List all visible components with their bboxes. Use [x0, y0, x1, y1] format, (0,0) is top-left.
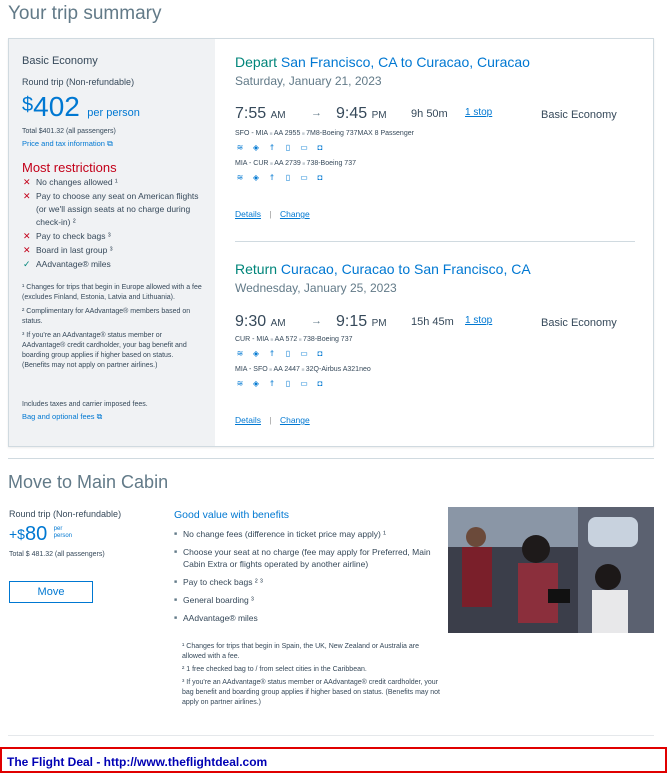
benefit-text: No change fees (difference in ticket price may apply) ¹ — [183, 529, 386, 539]
duration-hours: 15h — [411, 316, 430, 328]
flight-segment — [235, 160, 635, 182]
per-text: per — [53, 526, 63, 532]
segment-aircraft: 738-Boeing 737 — [303, 336, 353, 343]
segment-flight: AA 2447 — [273, 366, 300, 373]
segment-info — [235, 366, 635, 373]
flight-divider — [235, 241, 635, 242]
x-icon: ✕ — [23, 177, 31, 187]
entertainment-icon[interactable]: ◈ — [252, 379, 260, 388]
return-times — [235, 313, 635, 333]
upgrade-price — [9, 523, 72, 546]
depart-arr-time — [336, 105, 387, 123]
bullet-icon: ■ — [174, 579, 178, 585]
benefit-item — [174, 528, 442, 540]
duration-hours: 9h — [411, 108, 424, 120]
bullet-icon: ■ — [174, 549, 178, 555]
arr-time-value: 9:45 — [336, 105, 368, 122]
price-tax-link[interactable] — [22, 139, 113, 149]
footnote: ² 1 free checked bag to / from select cities in the Caribbean. — [182, 666, 367, 673]
separator-dot: ■ — [268, 337, 275, 343]
upgrade-footnotes — [182, 642, 444, 711]
return-date: Wednesday, January 25, 2023 — [235, 281, 397, 295]
benefit-text: AAdvantage® miles — [183, 613, 258, 623]
restriction-item — [22, 176, 207, 189]
depart-cabin: Basic Economy — [541, 109, 617, 121]
cabin-photo — [448, 507, 654, 633]
restriction-text: Board in last group ³ — [36, 245, 113, 255]
benefit-item — [174, 612, 442, 624]
app-icon[interactable]: ◘ — [317, 173, 323, 182]
segment-info — [235, 130, 635, 137]
x-icon: ✕ — [23, 245, 31, 255]
entertainment-icon[interactable]: ◈ — [252, 143, 260, 152]
segment-info — [235, 336, 635, 343]
restriction-item — [22, 244, 207, 257]
dep-ampm: AM — [270, 110, 286, 121]
power-icon[interactable]: ϯ — [270, 379, 274, 388]
footnote: ¹ Changes for trips that begin in Europe allowed with a fee (excludes Finland, Estonia, Latvia and Lithuania). — [22, 284, 202, 301]
return-label: Return — [235, 261, 278, 277]
depart-route: San Francisco, CA to Curacao, Curacao — [280, 54, 530, 70]
segment-route: CUR - MIA — [235, 336, 269, 343]
upgrade-total: Total $ 481.32 (all passengers) — [9, 551, 105, 558]
depart-details-link[interactable]: Details — [235, 209, 261, 219]
dep-time-value: 7:55 — [235, 105, 267, 122]
benefit-text: Pay to check bags ² ³ — [183, 577, 263, 587]
segment-flight: AA 572 — [274, 336, 298, 343]
upgrade-price-value: 80 — [24, 523, 48, 545]
tv-icon[interactable]: ▭ — [300, 173, 308, 182]
bullet-icon: ■ — [174, 531, 178, 537]
benefits-list — [174, 528, 442, 630]
dep-ampm: AM — [270, 318, 286, 329]
power-icon[interactable]: ϯ — [270, 349, 274, 358]
check-icon: ✓ — [23, 259, 31, 269]
person-text: person — [53, 533, 73, 539]
fare-price — [22, 91, 140, 123]
upgrade-per-person — [54, 526, 72, 540]
depart-heading — [235, 54, 530, 70]
flight-segment — [235, 366, 635, 388]
return-route: Curacao, Curacao to San Francisco, CA — [280, 261, 531, 277]
footnote: ³ If you're an AAdvantage® status member or AAdvantage® credit cardholder, your bag benefit and boarding group applies if higher based on status. (Benefits may not apply on partner airlines.) — [22, 332, 187, 369]
segment-aircraft: 32Q-Airbus A321neo — [305, 366, 371, 373]
depart-stops-link[interactable]: 1 stop — [465, 107, 493, 118]
benefits-title: Good value with benefits — [174, 509, 289, 521]
footer-text[interactable]: The Flight Deal - http://www.theflightdeal.com — [7, 755, 268, 769]
entertainment-icon[interactable]: ◈ — [252, 349, 260, 358]
bullet-icon: ■ — [174, 615, 178, 621]
wifi-icon[interactable]: ≋ — [236, 379, 244, 388]
dep-time-value: 9:30 — [235, 313, 267, 330]
x-icon: ✕ — [23, 191, 31, 201]
restrictions-title: Most restrictions — [22, 160, 117, 175]
upgrade-trip-type: Round trip (Non-refundable) — [9, 509, 122, 519]
mobile-icon[interactable]: ▯ — [285, 349, 291, 358]
return-segments — [235, 336, 635, 396]
price-value: 402 — [33, 91, 80, 122]
external-link-icon: ⧉ — [107, 139, 113, 148]
return-duration — [411, 316, 454, 328]
benefit-text: Choose your seat at no charge (fee may apply for Preferred, Main Cabin Extra or flights operated by another airline) — [183, 547, 431, 569]
arr-ampm: PM — [371, 318, 387, 329]
return-dep-time — [235, 313, 286, 331]
mobile-icon[interactable]: ▯ — [285, 143, 291, 152]
segment-aircraft: 7M8-Boeing 737MAX 8 Passenger — [306, 130, 414, 137]
mobile-icon[interactable]: ▯ — [285, 173, 291, 182]
amenities-row — [235, 349, 635, 358]
arr-ampm: PM — [371, 110, 387, 121]
wifi-icon[interactable]: ≋ — [236, 173, 244, 182]
return-change-link[interactable]: Change — [279, 415, 310, 425]
arrow-right-icon: → — [311, 107, 322, 119]
flight-segment — [235, 130, 635, 152]
benefit-item — [174, 576, 442, 588]
bullet-icon: ■ — [174, 597, 178, 603]
arr-time-value: 9:15 — [336, 313, 368, 330]
restrictions-list — [22, 176, 207, 272]
arrow-right-icon: → — [311, 315, 322, 327]
footnote: ¹ Changes for trips that begin in Spain, the UK, New Zealand or Australia are allowed with a fee. — [182, 643, 419, 660]
wifi-icon[interactable]: ≋ — [236, 349, 244, 358]
depart-dep-time — [235, 105, 286, 123]
fare-class: Basic Economy — [22, 55, 98, 67]
restriction-item — [22, 258, 207, 271]
move-button[interactable]: Move — [9, 581, 93, 603]
separator: | — [269, 415, 272, 425]
restriction-text: Pay to choose any seat on American flights (or we'll assign seats at no charge during check-in) ² — [36, 191, 199, 227]
trip-type: Round trip (Non-refundable) — [22, 77, 135, 87]
fare-footnotes — [22, 283, 202, 375]
separator-dot: ■ — [268, 131, 274, 137]
external-link-icon: ⧉ — [96, 412, 103, 421]
duration-minutes: 45m — [432, 316, 454, 328]
upgrade-title: Move to Main Cabin — [8, 472, 169, 492]
tv-icon[interactable]: ▭ — [300, 349, 308, 358]
benefit-item — [174, 546, 442, 570]
fare-total: Total $401.32 (all passengers) — [22, 128, 116, 135]
flight-segment — [235, 336, 635, 358]
tv-icon[interactable]: ▭ — [300, 379, 308, 388]
return-actions — [235, 415, 310, 425]
return-stops-link[interactable]: 1 stop — [465, 315, 493, 326]
restriction-item — [22, 190, 207, 229]
segment-flight: AA 2739 — [274, 160, 301, 167]
benefit-item — [174, 594, 442, 606]
restriction-text: No changes allowed ¹ — [36, 177, 118, 187]
amenities-row — [235, 173, 635, 182]
segment-route: SFO - MIA — [235, 130, 269, 137]
segment-route: MIA - CUR — [235, 160, 269, 167]
tv-icon[interactable]: ▭ — [300, 143, 308, 152]
footer-divider — [8, 735, 654, 736]
depart-segments — [235, 130, 635, 190]
duration-minutes: 50m — [426, 108, 448, 120]
entertainment-icon[interactable]: ◈ — [252, 173, 260, 182]
wifi-icon[interactable]: ≋ — [236, 143, 244, 152]
price-tax-link-text[interactable]: Price and tax information — [22, 139, 105, 148]
bag-fees-link[interactable] — [22, 412, 102, 422]
return-arr-time — [336, 313, 387, 331]
segment-flight: AA 2955 — [273, 130, 301, 137]
currency: $ — [22, 94, 34, 116]
footer-banner — [0, 747, 667, 773]
separator-dot: ■ — [300, 161, 307, 167]
app-icon[interactable]: ◘ — [317, 143, 323, 152]
footnote: ³ If you're an AAdvantage® status member or AAdvantage® credit cardholder, your bag benefit and boarding group applies if higher based on status. (Benefits may not apply on partner airlines.) — [182, 679, 441, 706]
depart-change-link[interactable]: Change — [279, 209, 310, 219]
trip-summary-card — [8, 38, 654, 447]
page-title: Your trip summary — [8, 3, 162, 24]
depart-times — [235, 105, 635, 125]
depart-label: Depart — [235, 54, 278, 70]
segment-aircraft: 738-Boeing 737 — [306, 160, 356, 167]
footnote: ² Complimentary for AAdvantage® members based on status. — [22, 308, 191, 325]
upgrade-plus: +$ — [9, 526, 25, 542]
restriction-text: Pay to check bags ³ — [36, 231, 111, 241]
separator: | — [269, 209, 272, 219]
benefit-text: General boarding ³ — [183, 595, 254, 605]
return-details-link[interactable]: Details — [235, 415, 261, 425]
restriction-text: AAdvantage® miles — [36, 259, 111, 269]
return-cabin: Basic Economy — [541, 317, 617, 329]
separator-dot: ■ — [268, 161, 275, 167]
fare-summary-panel — [9, 39, 215, 446]
x-icon: ✕ — [23, 231, 31, 241]
per-person: per person — [87, 107, 140, 119]
depart-duration — [411, 108, 448, 120]
power-icon[interactable]: ϯ — [270, 173, 274, 182]
cabin-photo-illustration — [448, 507, 654, 633]
app-icon[interactable]: ◘ — [317, 349, 323, 358]
segment-route: MIA - SFO — [235, 366, 268, 373]
separator-dot: ■ — [299, 367, 306, 373]
restriction-item — [22, 230, 207, 243]
taxes-note: Includes taxes and carrier imposed fees. — [22, 401, 148, 408]
amenities-row — [235, 143, 635, 152]
app-icon[interactable]: ◘ — [317, 379, 323, 388]
amenities-row — [235, 379, 635, 388]
power-icon[interactable]: ϯ — [270, 143, 274, 152]
return-heading — [235, 261, 531, 277]
separator-dot: ■ — [300, 131, 307, 137]
separator-dot: ■ — [267, 367, 274, 373]
bag-fees-link-text[interactable]: Bag and optional fees — [22, 412, 95, 421]
depart-actions — [235, 209, 310, 219]
section-divider — [8, 458, 654, 459]
segment-info — [235, 160, 635, 167]
separator-dot: ■ — [297, 337, 304, 343]
mobile-icon[interactable]: ▯ — [285, 379, 291, 388]
depart-date: Saturday, January 21, 2023 — [235, 74, 382, 88]
